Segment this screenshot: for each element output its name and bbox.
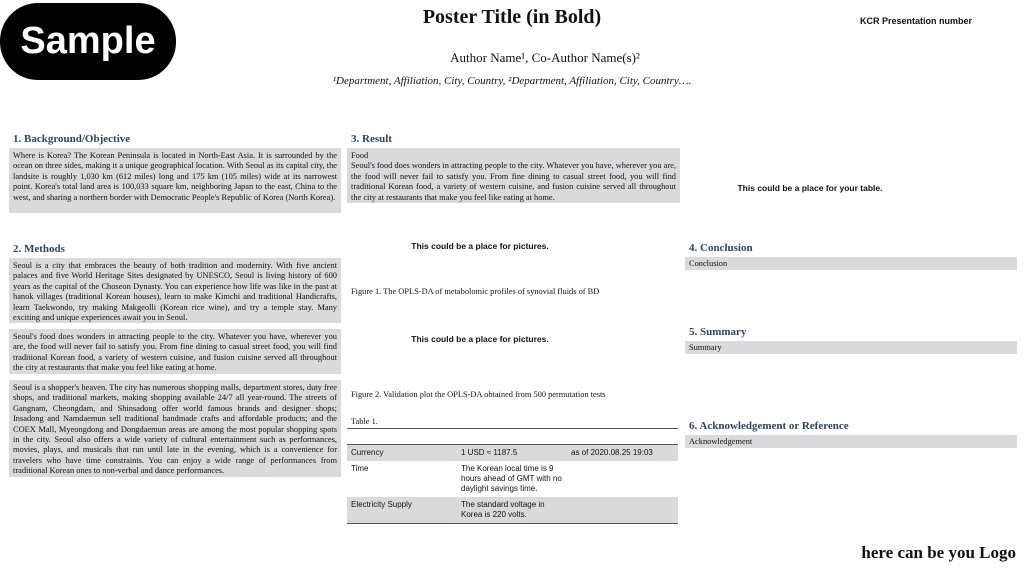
summary-text: Summary: [685, 341, 1017, 354]
section-title-acknowledgement: 6. Acknowledgement or Reference: [689, 420, 849, 432]
poster-title: Poster Title (in Bold): [422, 6, 602, 28]
conclusion-text: Conclusion: [685, 257, 1017, 270]
figure-2-caption: Figure 2. Validation plot the OPLS-DA obtained from 500 permutation tests: [351, 390, 606, 399]
table-row: [347, 445, 678, 462]
table-cell: The Korean local time is 9 hours ahead of GMT with no daylight savings time.: [461, 464, 562, 493]
table-cell: [567, 497, 678, 524]
result-text: Seoul's food does wonders in attracting people to the city. Whatever you have, wherever you are, the food will never fail to satisfy you. From fine dining to casual street food, you will find traditional Korean food, a variety of western cuisine, and fusion cuisine served all throughout the city at restaurants that make you feel like eating at home.: [351, 161, 676, 202]
table-placeholder: This could be a place for your table.: [737, 183, 883, 193]
methods-paragraph-1: Seoul is a city that embraces the beauty of both tradition and modernity. With five ancient palaces and five World Heritage Sites designated by UNESCO, Seoul is living history of 600 years as the capital of the Choseon Dynasty. You can experience how life was like in the past at hanok villages (traditional Korean houses), learn to make Kimchi and traditional Handicrafts, learn Taekwondo, try making Makgeolli (Korean rice wine), and try a temple stay. Many exciting and unique experiences await you in Seoul.: [9, 258, 341, 323]
table-top-rule: [347, 428, 678, 429]
table-cell: Electricity Supply: [347, 497, 457, 524]
section-title-result: 3. Result: [351, 133, 392, 145]
sample-badge: Sample: [0, 3, 176, 80]
table-cell: as of 2020.08.25 19:03: [567, 445, 678, 462]
section-title-summary: 5. Summary: [689, 326, 747, 338]
data-table: [347, 444, 678, 524]
table-cell: Time: [351, 464, 369, 473]
logo-placeholder: here can be you Logo: [861, 543, 1016, 562]
table-row: [347, 497, 678, 524]
table-cell: The standard voltage in Korea is 220 volts.: [457, 497, 567, 524]
background-text: Where is Korea? The Korean Peninsula is located in North-East Asia. It is surrounded by the ocean on three sides, making it a unique geographical location. With Seoul as its capital city, the landsite is roughly 1,030 km (612 miles) long and 175 km (105 miles) wide at its narrowest point. Korea's total land area is 100,033 square km, neighboring Japan to the east, China to the west, and sharing a northern border with Democratic People's Republic of Korea (North Korea).: [9, 148, 341, 213]
table-cell: [567, 461, 678, 497]
methods-paragraph-2: Seoul's food does wonders in attracting people to the city. Whatever you have, wherever you are, the food will never fail to satisfy you. From fine dining to casual street food, you will find traditional Korean food, a variety of western cuisine, and fusion cuisine served all throughout the city at restaurants that make you feel like eating at home.: [9, 329, 341, 374]
section-title-conclusion: 4. Conclusion: [689, 242, 753, 254]
picture-placeholder-2: This could be a place for pictures.: [411, 334, 549, 344]
methods-paragraph-3: Seoul is a shopper's heaven. The city has numerous shopping malls, department stores, duty free shops, and traditional markets, making shopping available 24/7 all year-round. The streets of Gangnam, Cheongdam, and Shinsadong offer world famous brands and designer shops; Insadong and Namdaemun sell traditional handmade crafts and affordable products; and the COEX Mall, Myeongdong and Dongdaemun areas are among the most popular shopping spots in the city. Seoul also offers a wide variety of cultural entertainment such as performances, movies, plays, and musicals that run until late in the evening, which is a convenience for travelers who have time constraints. You can enjoy a wide range of performances from traditional Korean ones to non-verbal and dance performances.: [9, 380, 341, 477]
acknowledgement-text: Acknowledgement: [685, 435, 1017, 448]
section-title-background: 1. Background/Objective: [13, 133, 131, 145]
table-cell: 1 USD ≈ 1187.5: [457, 445, 567, 462]
figure-1-caption: Figure 1. The OPLS-DA of metabolomic profiles of synovial fluids of BD: [351, 287, 600, 296]
table-caption: Table 1.: [351, 417, 378, 426]
section-title-methods: 2. Methods: [13, 243, 65, 255]
presentation-number: KCR Presentation number: [860, 16, 973, 26]
picture-placeholder-1: This could be a place for pictures.: [411, 241, 549, 251]
table-cell: Currency: [347, 445, 457, 462]
result-box: [347, 148, 680, 203]
author-names: Author Name¹, Co-Author Name(s)²: [450, 50, 640, 65]
table-row: [347, 461, 678, 497]
affiliations: ¹Department, Affiliation, City, Country, ²Department, Affiliation, City, Country….: [332, 75, 692, 87]
result-subhead: Food: [351, 151, 369, 160]
